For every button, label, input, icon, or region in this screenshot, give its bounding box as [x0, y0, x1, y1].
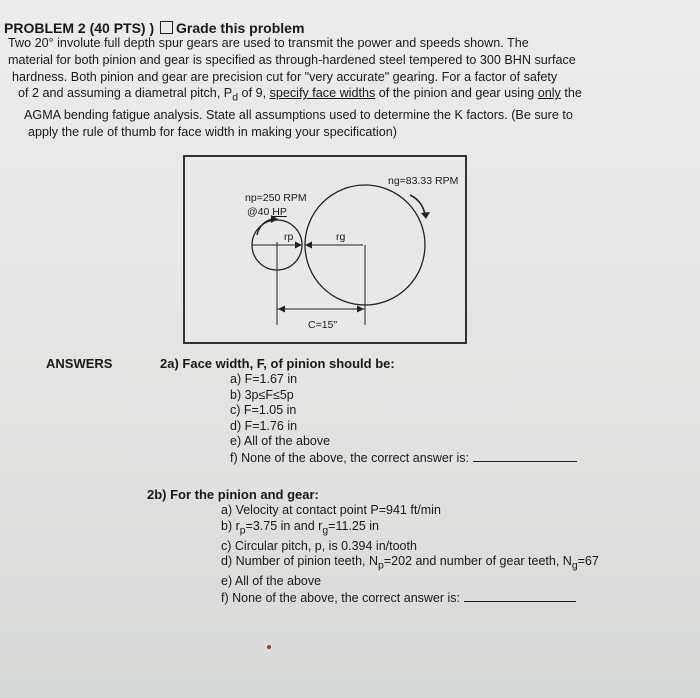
statement-line: of 2 and assuming a diametral pitch, $P_d$ of 9, specify face widths of the pinion and gear using only the [18, 86, 582, 104]
power-label: @40 HP [247, 206, 287, 218]
option-2a-f[interactable]: f) None of the above, the correct answer is: [230, 450, 577, 467]
option-2b-e[interactable]: e) All of the above [221, 574, 322, 589]
grade-checkbox[interactable] [160, 21, 173, 34]
option-2a-a[interactable]: a) F=1.67 in [230, 372, 298, 386]
gear-speed-label: ng=83.33 RPM [388, 175, 459, 187]
option-2b-a[interactable]: a) Velocity at contact point P=941 ft/min [221, 503, 441, 517]
option-2a-c[interactable]: c) F=1.05 in [230, 403, 297, 417]
option-2b-f[interactable]: f) None of the above, the correct answer is: [221, 590, 599, 607]
statement-line: material for both pinion and gear is specified as through-hardened steel tempered to 300 BHN surface [8, 52, 576, 67]
question-2b-title: 2b) For the pinion and gear: [147, 487, 319, 502]
option-2b-d[interactable]: d) Number of pinion teeth, $N_p=202$ and number of gear teeth, $N_g=67$ [221, 554, 599, 572]
problem-statement [8, 35, 670, 140]
statement-line: hardness. Both pinion and gear are precision cut for "very accurate" gearing. For a factor of safety [12, 69, 558, 84]
option-2a-b[interactable]: b) 3p≤F≤5p [230, 387, 294, 402]
option-2b-c[interactable]: c) Circular pitch, p, is 0.394 in/tooth [221, 538, 417, 553]
pinion-speed-label: np=250 RPM [245, 192, 307, 204]
problem-header [4, 20, 694, 36]
answers-label: ANSWERS [46, 356, 113, 371]
answer-2b-blank[interactable] [464, 590, 576, 602]
statement-line: apply the rule of thumb for face width in making your specification) [28, 124, 397, 139]
problem-title: PROBLEM 2 (40 PTS) ) [4, 20, 155, 36]
option-2b-b[interactable]: b) $r_p=3.75$ in and $r_g=11.25$ in [221, 518, 379, 537]
statement-line: Two 20° involute full depth spur gears are used to transmit the power and speeds shown. The [8, 36, 529, 50]
question-2b-options [221, 503, 599, 607]
rg-label: rg [336, 231, 346, 243]
grade-label[interactable]: Grade this problem [176, 20, 305, 36]
gear-diagram [183, 155, 467, 344]
option-2a-d[interactable]: d) F=1.76 in [230, 418, 298, 433]
option-2a-e[interactable]: e) All of the above [230, 434, 331, 448]
rp-label: rp [284, 231, 294, 243]
ink-dot [267, 645, 271, 649]
center-distance-label: C=15" [308, 319, 338, 331]
question-2a-title: 2a) Face width, F, of pinion should be: [160, 356, 395, 371]
answer-2a-blank[interactable] [473, 450, 577, 462]
statement-line: AGMA bending fatigue analysis. State all assumptions used to determine the K factors. (Be sure to [24, 107, 573, 122]
gear-rotation-arrow [410, 195, 425, 215]
question-2a-options [230, 372, 577, 466]
